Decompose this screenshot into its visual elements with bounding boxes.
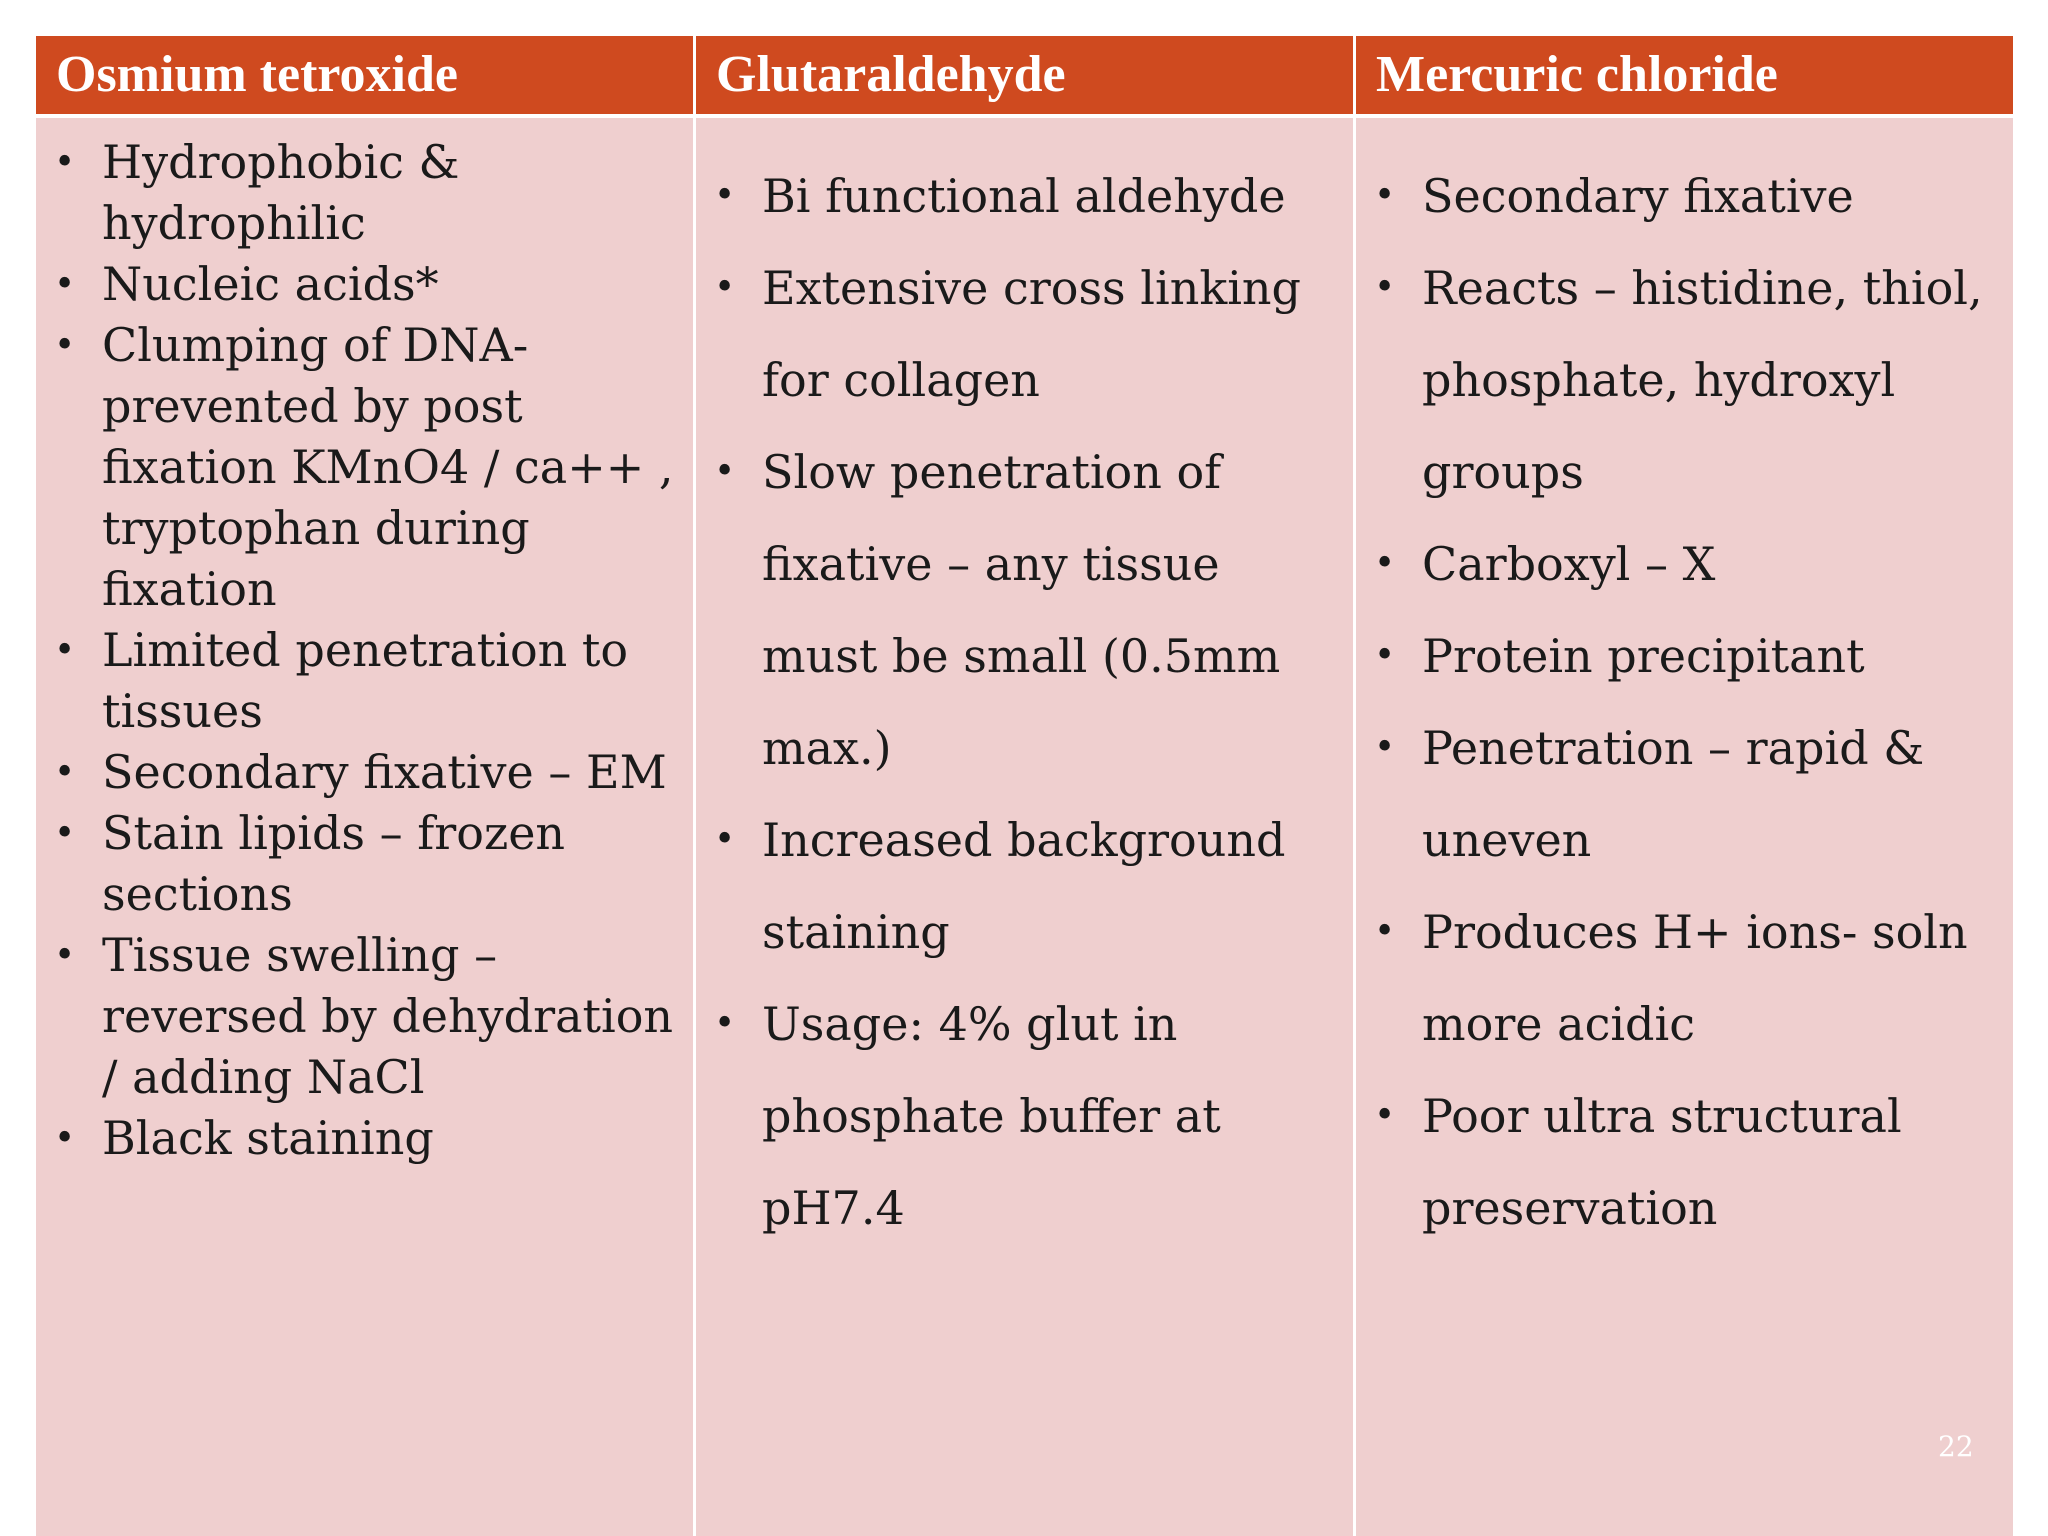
- list-item: • Clumping of DNA- prevented by post fixation KMnO4 / ca++ , tryptophan during fixation: [36, 315, 693, 620]
- bullet-icon: •: [54, 813, 76, 854]
- list-item: • Secondary fixative: [1356, 150, 2013, 242]
- glutaraldehyde-list: [696, 118, 1353, 1254]
- header-glutaraldehyde: Glutaraldehyde: [696, 36, 1353, 114]
- list-item: • Extensive cross linking for collagen: [696, 242, 1353, 426]
- bullet-icon: •: [1374, 175, 1396, 216]
- mercuric-chloride-cell: [1356, 118, 2013, 1536]
- bullet-icon: •: [54, 142, 76, 183]
- list-item: • Protein precipitant: [1356, 610, 2013, 702]
- list-item: • Tissue swelling – reversed by dehydration / adding NaCl: [36, 925, 693, 1108]
- bullet-icon: •: [714, 267, 736, 308]
- osmium-tetroxide-cell: [36, 118, 693, 1536]
- list-item: • Black staining: [36, 1108, 693, 1169]
- bullet-icon: •: [1374, 1095, 1396, 1136]
- bullet-icon: •: [1374, 727, 1396, 768]
- bullet-icon: •: [1374, 911, 1396, 952]
- list-item: • Hydrophobic & hydrophilic: [36, 132, 693, 254]
- bullet-icon: •: [54, 1118, 76, 1159]
- list-item: • Usage: 4% glut in phosphate buffer at pH7.4: [696, 978, 1353, 1254]
- comparison-table: [36, 36, 2013, 1536]
- list-item: • Secondary fixative – EM: [36, 742, 693, 803]
- list-item: • Reacts – histidine, thiol, phosphate, hydroxyl groups: [1356, 242, 2013, 518]
- list-item: • Stain lipids – frozen sections: [36, 803, 693, 925]
- bullet-icon: •: [54, 752, 76, 793]
- bullet-icon: •: [714, 175, 736, 216]
- list-item: • Nucleic acids*: [36, 254, 693, 315]
- bullet-icon: •: [714, 1003, 736, 1044]
- bullet-icon: •: [54, 325, 76, 366]
- mercuric-chloride-list: [1356, 118, 2013, 1254]
- header-mercuric-chloride: Mercuric chloride: [1356, 36, 2013, 114]
- list-item: • Poor ultra structural preservation: [1356, 1070, 2013, 1254]
- list-item: • Penetration – rapid & uneven: [1356, 702, 2013, 886]
- glutaraldehyde-cell: [696, 118, 1353, 1536]
- bullet-icon: •: [1374, 635, 1396, 676]
- osmium-tetroxide-list: [36, 118, 693, 1169]
- list-item: • Carboxyl – X: [1356, 518, 2013, 610]
- bullet-icon: •: [54, 935, 76, 976]
- list-item: • Produces H+ ions- soln more acidic: [1356, 886, 2013, 1070]
- page-number: 22: [1938, 1430, 1974, 1463]
- bullet-icon: •: [714, 819, 736, 860]
- bullet-icon: •: [1374, 543, 1396, 584]
- list-item: • Bi functional aldehyde: [696, 150, 1353, 242]
- list-item: • Limited penetration to tissues: [36, 620, 693, 742]
- bullet-icon: •: [714, 451, 736, 492]
- list-item: • Slow penetration of fixative – any tissue must be small (0.5mm max.): [696, 426, 1353, 794]
- header-osmium-tetroxide: Osmium tetroxide: [36, 36, 693, 114]
- list-item: • Increased background staining: [696, 794, 1353, 978]
- bullet-icon: •: [54, 264, 76, 305]
- bullet-icon: •: [54, 630, 76, 671]
- bullet-icon: •: [1374, 267, 1396, 308]
